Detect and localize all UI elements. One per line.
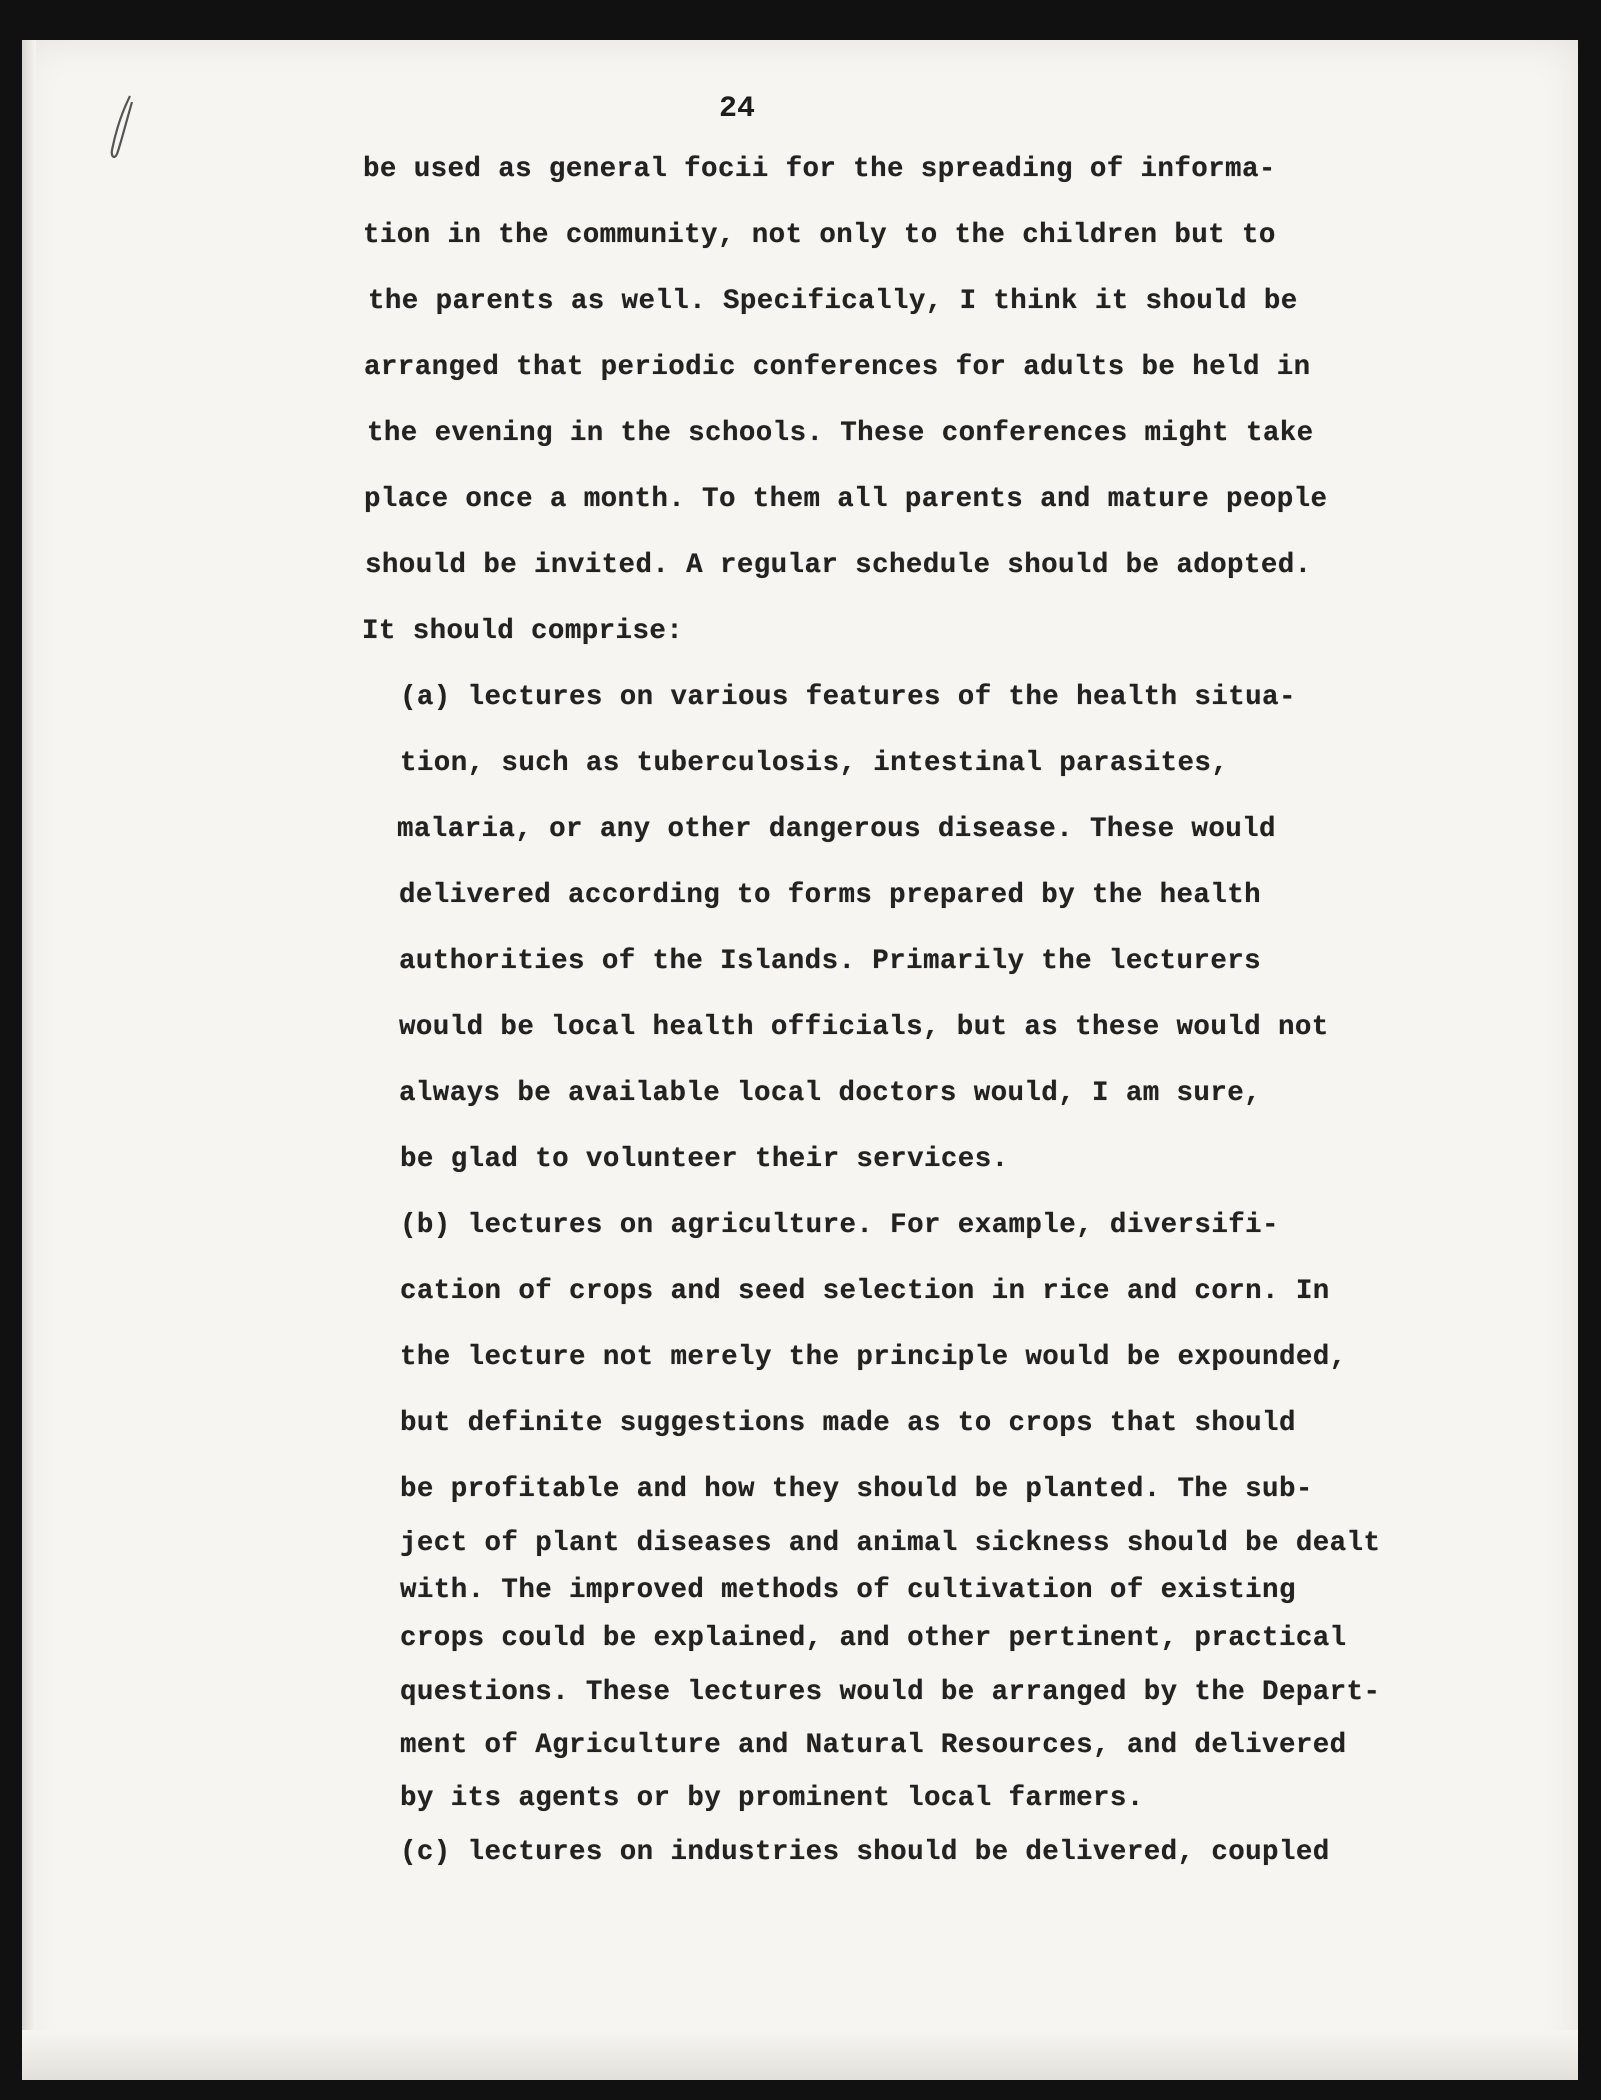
typewritten-page <box>22 40 1578 2080</box>
page-number: 24 <box>718 92 755 126</box>
item-a-line-5: authorities of the Islands. Primarily the lecturers <box>399 946 1262 977</box>
item-a-line-1: (a) lectures on various features of the health situa- <box>400 682 1296 713</box>
item-a-line-7: always be available local doctors would, I am sure, <box>399 1078 1262 1109</box>
item-a-line-8: be glad to volunteer their services. <box>400 1144 1009 1175</box>
text-line-4: arranged that periodic conferences for adults be held in <box>364 352 1311 383</box>
item-b-line-5: be profitable and how they should be planted. The sub- <box>400 1474 1313 1505</box>
item-b-line-1: (b) lectures on agriculture. For example, diversifi- <box>400 1210 1279 1241</box>
item-b-line-6: ject of plant diseases and animal sickness should be dealt <box>400 1528 1381 1559</box>
item-b-line-2: cation of crops and seed selection in rice and corn. In <box>400 1276 1330 1307</box>
item-b-line-9: questions. These lectures would be arranged by the Depart- <box>400 1677 1381 1708</box>
item-b-line-3: the lecture not merely the principle would be expounded, <box>400 1342 1347 1373</box>
text-line-8: It should comprise: <box>362 616 684 647</box>
item-a-line-4: delivered according to forms prepared by the health <box>399 880 1262 911</box>
text-line-7: should be invited. A regular schedule should be adopted. <box>365 550 1312 581</box>
item-a-line-6: would be local health officials, but as these would not <box>399 1012 1329 1043</box>
item-b-line-7: with. The improved methods of cultivation of existing <box>400 1575 1296 1606</box>
item-b-line-4: but definite suggestions made as to crops that should <box>400 1408 1296 1439</box>
paper-edge-bottom <box>22 2030 1578 2080</box>
item-b-line-10: ment of Agriculture and Natural Resources, and delivered <box>400 1730 1347 1761</box>
item-a-line-3: malaria, or any other dangerous disease. These would <box>397 814 1276 845</box>
paper-edge-left <box>22 40 36 2080</box>
text-line-5: the evening in the schools. These conferences might take <box>367 418 1314 449</box>
item-a-line-2: tion, such as tuberculosis, intestinal parasites, <box>400 748 1229 779</box>
text-line-3: the parents as well. Specifically, I think it should be <box>368 286 1298 317</box>
text-line-1: be used as general focii for the spreading of informa- <box>363 154 1276 185</box>
text-line-2: tion in the community, not only to the children but to <box>363 220 1276 251</box>
item-b-line-8: crops could be explained, and other pertinent, practical <box>400 1623 1347 1654</box>
item-b-line-11: by its agents or by prominent local farmers. <box>400 1783 1144 1814</box>
text-line-6: place once a month. To them all parents and mature people <box>364 484 1328 515</box>
item-c-line-1: (c) lectures on industries should be delivered, coupled <box>400 1837 1330 1868</box>
